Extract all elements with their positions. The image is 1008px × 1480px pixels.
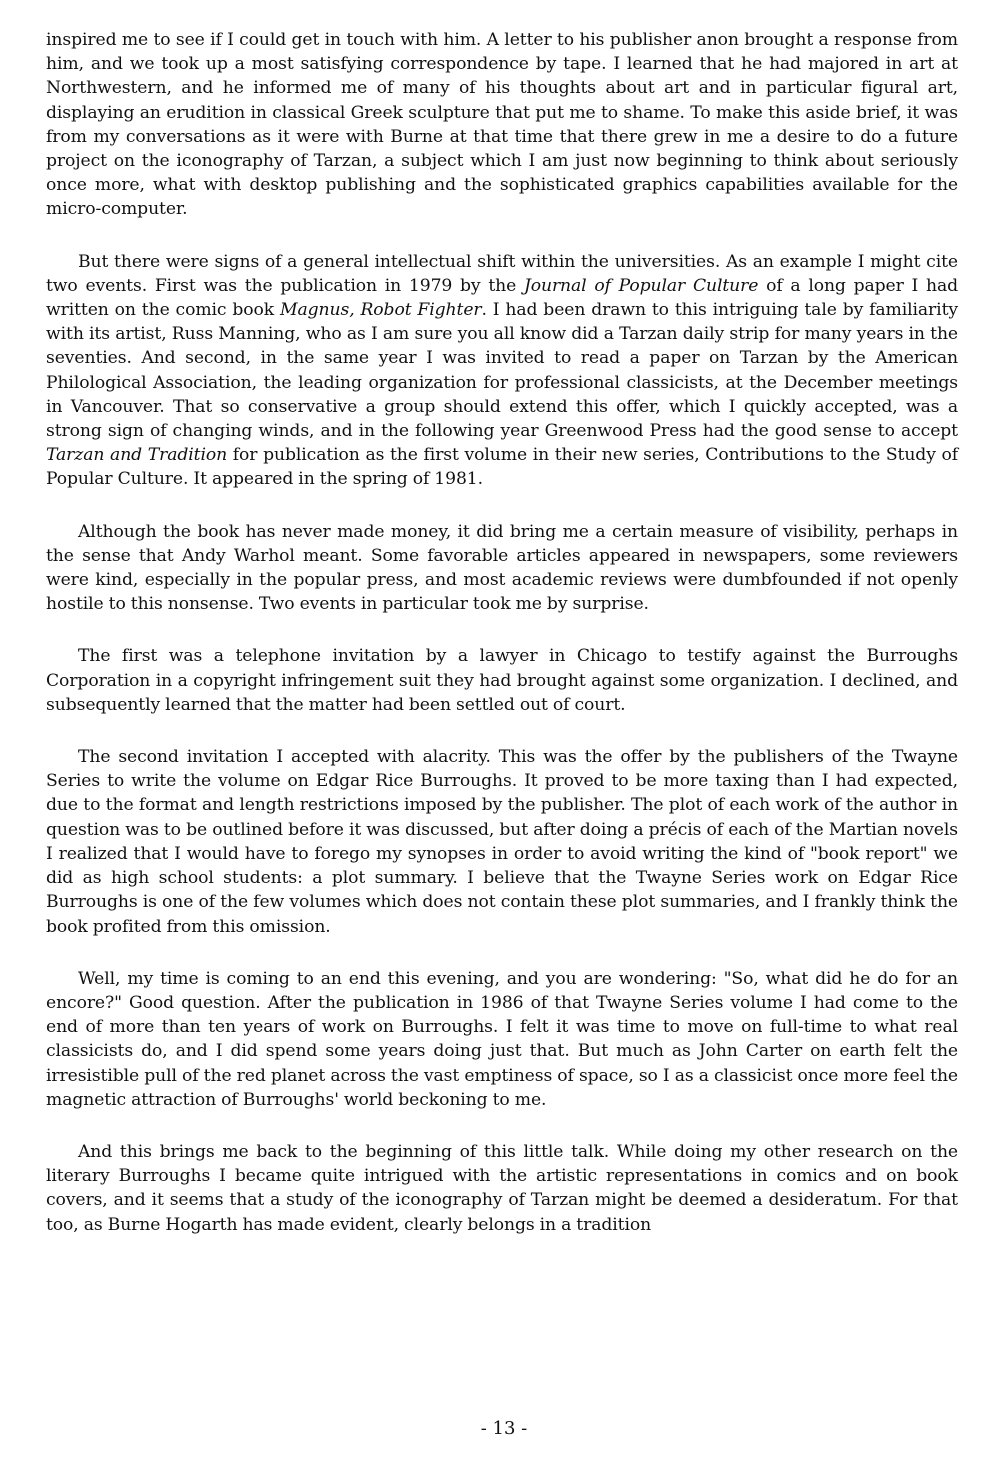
page-number: - 13 - [480, 1418, 528, 1439]
paragraph-6 [46, 967, 958, 1112]
comic-title: Magnus, Robot Fighter [279, 300, 482, 321]
paragraph-text: for publication as the first volume in their new series, Contributions to the Study of Popular Culture. It appeared in the spring of 1981. [46, 445, 958, 490]
paragraph-2 [46, 250, 958, 492]
paragraph-text: The second invitation I accepted with alacrity. This was the offer by the publishers of the Twayne Series to write the volume on Edgar Rice Burroughs. It proved to be more taxing than I had expected, due to the format and length restrictions imposed by the publisher. The plot of each work of the author in question was to be outlined before it was discussed, but after doing a précis of each of the Martian novels I realized that I would have to forego my synopses in order to avoid writing the kind of "book report" we did as high school students: a plot summary. I believe that the Twayne Series work on Edgar Rice Burroughs is one of the few volumes which does not contain these plot summaries, and I frankly think the book profited from this omission. [46, 747, 958, 937]
paragraph-text: But there were signs of a general intellectual shift within the universities. As an example I might cite two events. First was the publication in 1979 by the [46, 251, 958, 296]
paragraph-1 [46, 28, 958, 222]
paragraph-text: . I had been drawn to this intriguing tale by familiarity with its artist, Russ Manning, who as I am sure you all know did a Tarzan daily strip for many years in the seventies. And second, in the same year I was invited to read a paper on Tarzan by the American Philological Association, the leading organization for professional classicists, at the December meetings in Vancouver. That so conservative a group should extend this offer, which I quickly accepted, was a strong sign of changing winds, and in the following year Greenwood Press had the good sense to accept [46, 300, 958, 442]
paragraph-text: The first was a telephone invitation by a lawyer in Chicago to testify against the Burroughs Corporation in a copyright infringement suit they had brought against some organization. I declined, and subsequently learned that the matter had been settled out of court. [46, 646, 958, 715]
paragraph-4 [46, 644, 958, 717]
paragraph-text: of a long paper I had written on the comic book [46, 275, 959, 321]
paragraph-text: Although the book has never made money, it did bring me a certain measure of visibility, perhaps in the sense that Andy Warhol meant. Some favorable articles appeared in newspapers, some reviewers were kind, especially in the popular press, and most academic reviews were dumbfounded if not openly hostile to this nonsense. Two events in particular took me by surprise. [46, 521, 958, 615]
paragraph-text: Well, my time is coming to an end this evening, and you are wondering: "So, what did he do for an encore?" Good question. After the publication in 1986 of that Twayne Series volume I had come to the end of more than ten years of work on Burroughs. I felt it was time to move on full-time to what real classicists do, and I did spend some years doing just that. But much as John Carter on earth felt the irresistible pull of the red planet across the vast emptiness of space, so I as a classicist once more feel the magnetic attraction of Burroughs' world beckoning to me. [46, 968, 958, 1110]
paragraph-7 [46, 1140, 958, 1237]
paragraph-5 [46, 745, 958, 939]
paragraph-text: And this brings me back to the beginning of this little talk. While doing my other research on the literary Burroughs I became quite intrigued with the artistic representations in comics and on book covers, and it seems that a study of the iconography of Tarzan might be deemed a desideratum. For that too, as Burne Hogarth has made evident, clearly belongs in a tradition [46, 1141, 958, 1235]
paragraph-text: inspired me to see if I could get in touch with him. A letter to his publisher anon brought a response from him, and we took up a most satisfying correspondence by tape. I learned that he had majored in art at Northwestern, and he informed me of many of his thoughts about art and in particular figural art, displaying an erudition in classical Greek sculpture that put me to shame. To make this aside brief, it was from my conversations as it were with Burne at that time that there grew in me a desire to do a future project on the iconography of Tarzan, a subject which I am just now beginning to think about seriously once more, what with desktop publishing and the sophisticated graphics capabilities available for the micro-computer. [46, 30, 958, 220]
paragraph-3 [46, 520, 958, 617]
journal-title: Journal of Popular Culture [523, 275, 759, 296]
book-title: Tarzan and Tradition [46, 445, 228, 466]
